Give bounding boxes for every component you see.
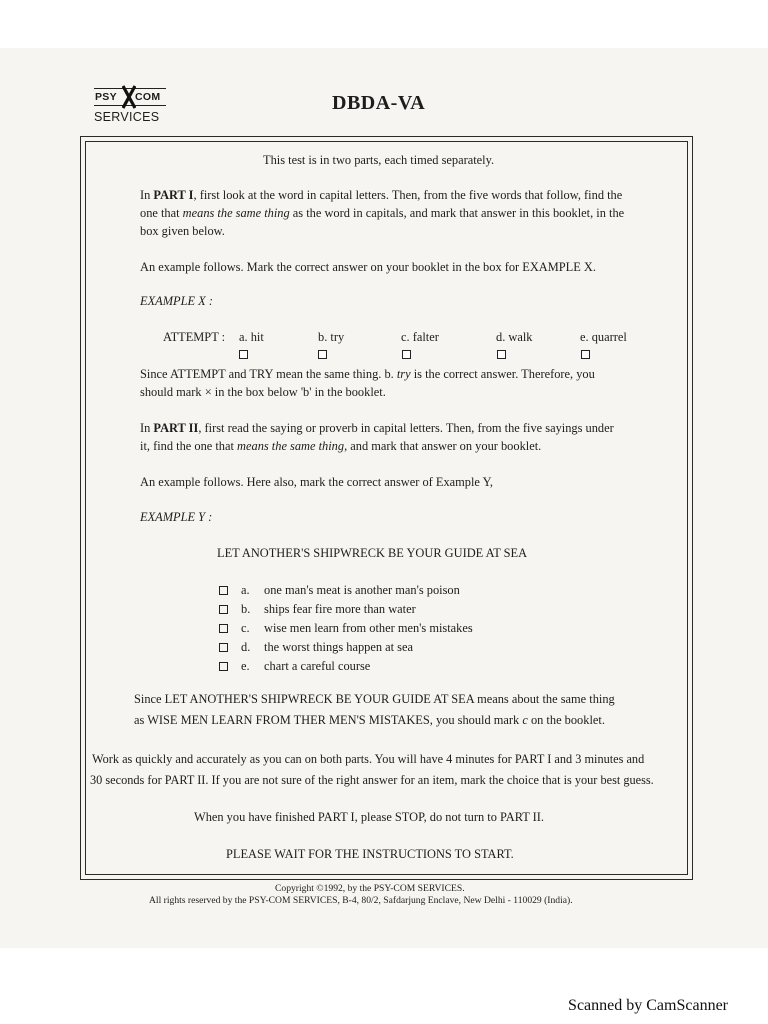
part1-emphasis: means the same thing — [182, 206, 290, 220]
example-y-text-c: wise men learn from other men's mistakes — [264, 621, 473, 635]
part1-line-2-pre: one that — [140, 206, 183, 220]
part2-line-2-pre: it, find the one that — [140, 439, 238, 453]
part1-label: PART I — [153, 188, 194, 202]
part2-line-1-post: , first read the saying or proverb in capital letters. Then, from the five sayings under — [198, 421, 614, 435]
example-x-checkbox-b[interactable] — [318, 350, 327, 359]
example-y-explanation-2 — [134, 712, 605, 729]
part2-label: PART II — [153, 421, 199, 435]
example-y-letter-e: e. — [241, 659, 250, 673]
logo-text-right: COM — [135, 91, 161, 103]
example-x-explanation-2: should mark × in the box below 'b' in the booklet. — [140, 385, 386, 399]
scanned-page — [0, 48, 768, 948]
example-y-checkbox-a[interactable] — [219, 586, 228, 595]
example-x-option-c: c. falter — [401, 330, 439, 344]
stop-instruction: When you have finished PART I, please STOP, do not turn to PART II. — [194, 810, 545, 824]
rights-line: All rights reserved by the PSY-COM SERVICES, B-4, 80/2, Safdarjung Enclave, New Delhi - 110029 (India). — [149, 895, 573, 906]
logo-text-left: PSY — [95, 91, 117, 103]
example-y-checkbox-e[interactable] — [219, 662, 228, 671]
example-y-saying: LET ANOTHER'S SHIPWRECK BE YOUR GUIDE AT SEA — [217, 546, 528, 560]
example-y-text-d: the worst things happen at sea — [264, 640, 413, 654]
part1-line-1-pre: In — [140, 188, 154, 202]
example-x-label: EXAMPLE X : — [140, 294, 213, 308]
part2-line-2-post: , and mark that answer on your booklet. — [344, 439, 542, 453]
example-x-expl-pre: Since ATTEMPT and TRY mean the same thing. b. — [140, 367, 397, 381]
example-y-text-a: one man's meat is another man's poison — [264, 583, 460, 597]
intro-text: This test is in two parts, each timed separately. — [263, 153, 495, 167]
example-x-expl-post: is the correct answer. Therefore, you — [410, 367, 595, 381]
example-y-text-b: ships fear fire more than water — [264, 602, 416, 616]
example-x-option-d: d. walk — [496, 330, 533, 344]
example-x-option-b: b. try — [318, 330, 345, 344]
copyright-line: Copyright ©1992, by the PSY-COM SERVICES. — [275, 883, 465, 894]
example-y-intro: An example follows. Here also, mark the correct answer of Example Y, — [140, 475, 494, 489]
example-y-expl-pre: as WISE MEN LEARN FROM THER MEN'S MISTAKES, you should mark — [134, 713, 523, 727]
part1-line-2-post: as the word in capitals, and mark that answer in this booklet, in the — [289, 206, 625, 220]
example-y-letter-a: a. — [241, 583, 250, 597]
scanner-watermark: Scanned by CamScanner — [568, 997, 728, 1014]
example-x-checkbox-d[interactable] — [497, 350, 506, 359]
logo-services-text: SERVICES — [94, 110, 160, 124]
psycom-logo — [94, 86, 166, 126]
example-x-explanation-1 — [140, 366, 595, 383]
part2-line-1 — [140, 420, 614, 437]
part1-line-1-post: , first look at the word in capital letters. Then, from the five words that follow, find the — [193, 188, 623, 202]
example-y-text-e: chart a careful course — [264, 659, 371, 673]
example-y-letter-b: b. — [241, 602, 251, 616]
example-y-checkbox-d[interactable] — [219, 643, 228, 652]
part2-line-2 — [140, 438, 541, 455]
example-x-option-e: e. quarrel — [580, 330, 627, 344]
timing-instructions-2: 30 seconds for PART II. If you are not sure of the right answer for an item, mark the choice that is your best guess. — [90, 773, 654, 787]
document-title: DBDA-VA — [332, 92, 426, 114]
example-y-letter-c: c. — [241, 621, 250, 635]
example-x-checkbox-a[interactable] — [239, 350, 248, 359]
logo-x-icon — [122, 85, 136, 109]
wait-instruction: PLEASE WAIT FOR THE INSTRUCTIONS TO START. — [226, 847, 514, 861]
part1-line-1 — [140, 187, 622, 204]
example-y-checkbox-b[interactable] — [219, 605, 228, 614]
example-x-checkbox-c[interactable] — [402, 350, 411, 359]
example-x-option-a: a. hit — [239, 330, 264, 344]
part2-emphasis: means the same thing — [237, 439, 345, 453]
example-y-letter-d: d. — [241, 640, 251, 654]
example-x-expl-emphasis: try — [396, 367, 411, 381]
example-x-checkbox-e[interactable] — [581, 350, 590, 359]
example-y-explanation-1: Since LET ANOTHER'S SHIPWRECK BE YOUR GUIDE AT SEA means about the same thing — [134, 692, 615, 706]
example-y-checkbox-c[interactable] — [219, 624, 228, 633]
part1-line-3: box given below. — [140, 224, 225, 238]
example-y-expl-emphasis: c — [522, 713, 528, 727]
example-y-expl-post: on the booklet. — [527, 713, 605, 727]
part2-line-1-pre: In — [140, 421, 154, 435]
instructions-frame — [80, 136, 693, 880]
timing-instructions-1: Work as quickly and accurately as you can on both parts. You will have 4 minutes for PART I and 3 minutes and — [92, 752, 645, 766]
example-x-intro: An example follows. Mark the correct answer on your booklet in the box for EXAMPLE X. — [140, 260, 596, 274]
example-y-label: EXAMPLE Y : — [140, 510, 213, 524]
example-x-stem: ATTEMPT : — [163, 330, 226, 344]
part1-line-2 — [140, 205, 624, 222]
